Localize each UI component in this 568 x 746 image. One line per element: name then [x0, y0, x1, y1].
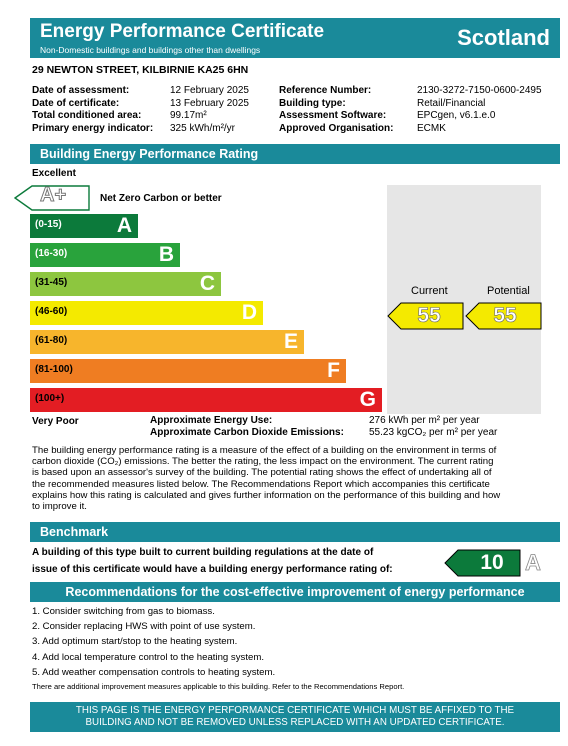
- detail-label: Assessment Software:: [279, 110, 387, 121]
- aplus-label: A+: [40, 184, 67, 206]
- benchmark-text-line2: issue of this certificate would have a building energy performance rating of:: [32, 564, 393, 575]
- band-letter: C: [199, 272, 215, 295]
- band-range: (16-30): [35, 248, 68, 259]
- rating-band-b: [30, 243, 180, 267]
- description-line: is based upon an assessor's survey of the building. The potential rating shows the effect of undertaking all of: [32, 467, 492, 479]
- band-letter: E: [283, 330, 298, 353]
- recommendation-item: 5. Add weather compensation controls to heating system.: [32, 667, 276, 678]
- certificate-date: 13 February 2025: [170, 97, 249, 109]
- benchmark-heading: Benchmark: [30, 522, 560, 542]
- band-range: (81-100): [35, 364, 73, 375]
- recommendation-item: 2. Consider replacing HWS with point of use system.: [32, 621, 256, 632]
- details-right-labels: [279, 85, 393, 135]
- country-label: Scotland: [457, 25, 550, 50]
- assessment-software: EPCgen, v6.1.e.0: [417, 110, 496, 121]
- rating-band-e: [30, 330, 304, 354]
- property-address: 29 NEWTON STREET, KILBIRNIE KA25 6HN: [32, 64, 249, 76]
- benchmark-value: 10: [480, 551, 504, 574]
- footer-line: BUILDING AND NOT BE REMOVED UNLESS REPLACED WITH AN UPDATED CERTIFICATE.: [85, 716, 505, 728]
- recommendation-item: 1. Consider switching from gas to biomass.: [32, 606, 215, 617]
- recommendations-heading: Recommendations for the cost-effective improvement of energy performance: [30, 582, 560, 602]
- very-poor-label: Very Poor: [32, 416, 79, 427]
- potential-rating-value: 55: [493, 304, 517, 327]
- energy-use-label: Approximate Energy Use:: [150, 415, 273, 426]
- details-left-values: [170, 85, 249, 135]
- co2-value: 55.23 kgCO₂ per m² per year: [369, 427, 498, 438]
- detail-label: Building type:: [279, 97, 346, 109]
- certificate-subtitle: Non-Domestic buildings and buildings other than dwellings: [40, 45, 261, 55]
- recommendation-item: 4. Add local temperature control to the heating system.: [32, 652, 264, 663]
- detail-label: Reference Number:: [279, 85, 372, 96]
- rating-band-a: [30, 214, 138, 238]
- description-line: carbon dioxide (CO₂) emissions. The better the rating, the less impact on the environment. The current rating: [32, 456, 494, 468]
- net-zero-label: Net Zero Carbon or better: [100, 193, 222, 204]
- detail-label: Date of certificate:: [32, 97, 120, 109]
- description-line: The building energy performance rating is a measure of the effect of a building on the environment in terms of: [32, 445, 497, 456]
- detail-label: Total conditioned area:: [32, 110, 142, 121]
- recommendations-note: There are additional improvement measures applicable to this building. Refer to the Recommendations Report.: [32, 682, 405, 691]
- band-letter: D: [241, 301, 257, 324]
- band-letter: A: [116, 214, 132, 237]
- description-line: explains how this rating is calculated and gives further information on the performance of this building and how: [32, 489, 501, 501]
- band-letter: B: [158, 243, 174, 266]
- reference-number: 2130-3272-7150-0600-2495: [417, 85, 542, 96]
- rating-band-g: [30, 388, 382, 412]
- rating-band-d: [30, 301, 263, 325]
- energy-use-value: 276 kWh per m² per year: [369, 415, 480, 426]
- recommendation-item: 3. Add optimum start/stop to the heating system.: [32, 636, 238, 647]
- detail-label: Date of assessment:: [32, 85, 130, 96]
- description-line: to improve it.: [32, 501, 87, 513]
- description-line: the recommended measures listed below. The Recommendations Report which accompanies this certificate: [32, 478, 490, 490]
- band-letter: F: [327, 359, 340, 382]
- building-type: Retail/Financial: [417, 97, 486, 109]
- rating-band-c: [30, 272, 221, 296]
- current-label: Current: [411, 285, 448, 297]
- rating-panel: [387, 185, 541, 414]
- band-range: (61-80): [35, 335, 68, 346]
- rating-band-f: [30, 359, 346, 383]
- primary-energy-indicator: 325 kWh/m²/yr: [170, 122, 236, 134]
- co2-label: Approximate Carbon Dioxide Emissions:: [150, 427, 344, 438]
- details-left-labels: [32, 85, 153, 135]
- assessment-date: 12 February 2025: [170, 85, 249, 96]
- band-range: (46-60): [35, 306, 68, 317]
- conditioned-area: 99.17m²: [170, 110, 207, 121]
- band-range: (0-15): [35, 219, 62, 230]
- rating-description: [32, 445, 560, 512]
- benchmark-text-line1: A building of this type built to current building regulations at the date of: [32, 547, 374, 558]
- certificate-title: Energy Performance Certificate: [40, 21, 325, 42]
- detail-label: Approved Organisation:: [279, 122, 394, 134]
- certificate-header: [30, 18, 560, 58]
- band-range: (31-45): [35, 277, 68, 288]
- excellent-label: Excellent: [32, 168, 76, 179]
- band-range: (100+): [35, 393, 65, 404]
- potential-label: Potential: [487, 285, 530, 297]
- benchmark-letter: A: [525, 550, 541, 575]
- footer-line: THIS PAGE IS THE ENERGY PERFORMANCE CERTIFICATE WHICH MUST BE AFFIXED TO THE: [75, 705, 515, 716]
- rating-section-heading: Building Energy Performance Rating: [30, 144, 560, 164]
- certificate-footer: [30, 702, 560, 732]
- detail-label: Primary energy indicator:: [32, 122, 154, 134]
- approved-organisation: ECMK: [417, 122, 446, 134]
- band-letter: G: [359, 388, 376, 411]
- details-right-values: [417, 85, 542, 135]
- current-rating-value: 55: [417, 304, 441, 327]
